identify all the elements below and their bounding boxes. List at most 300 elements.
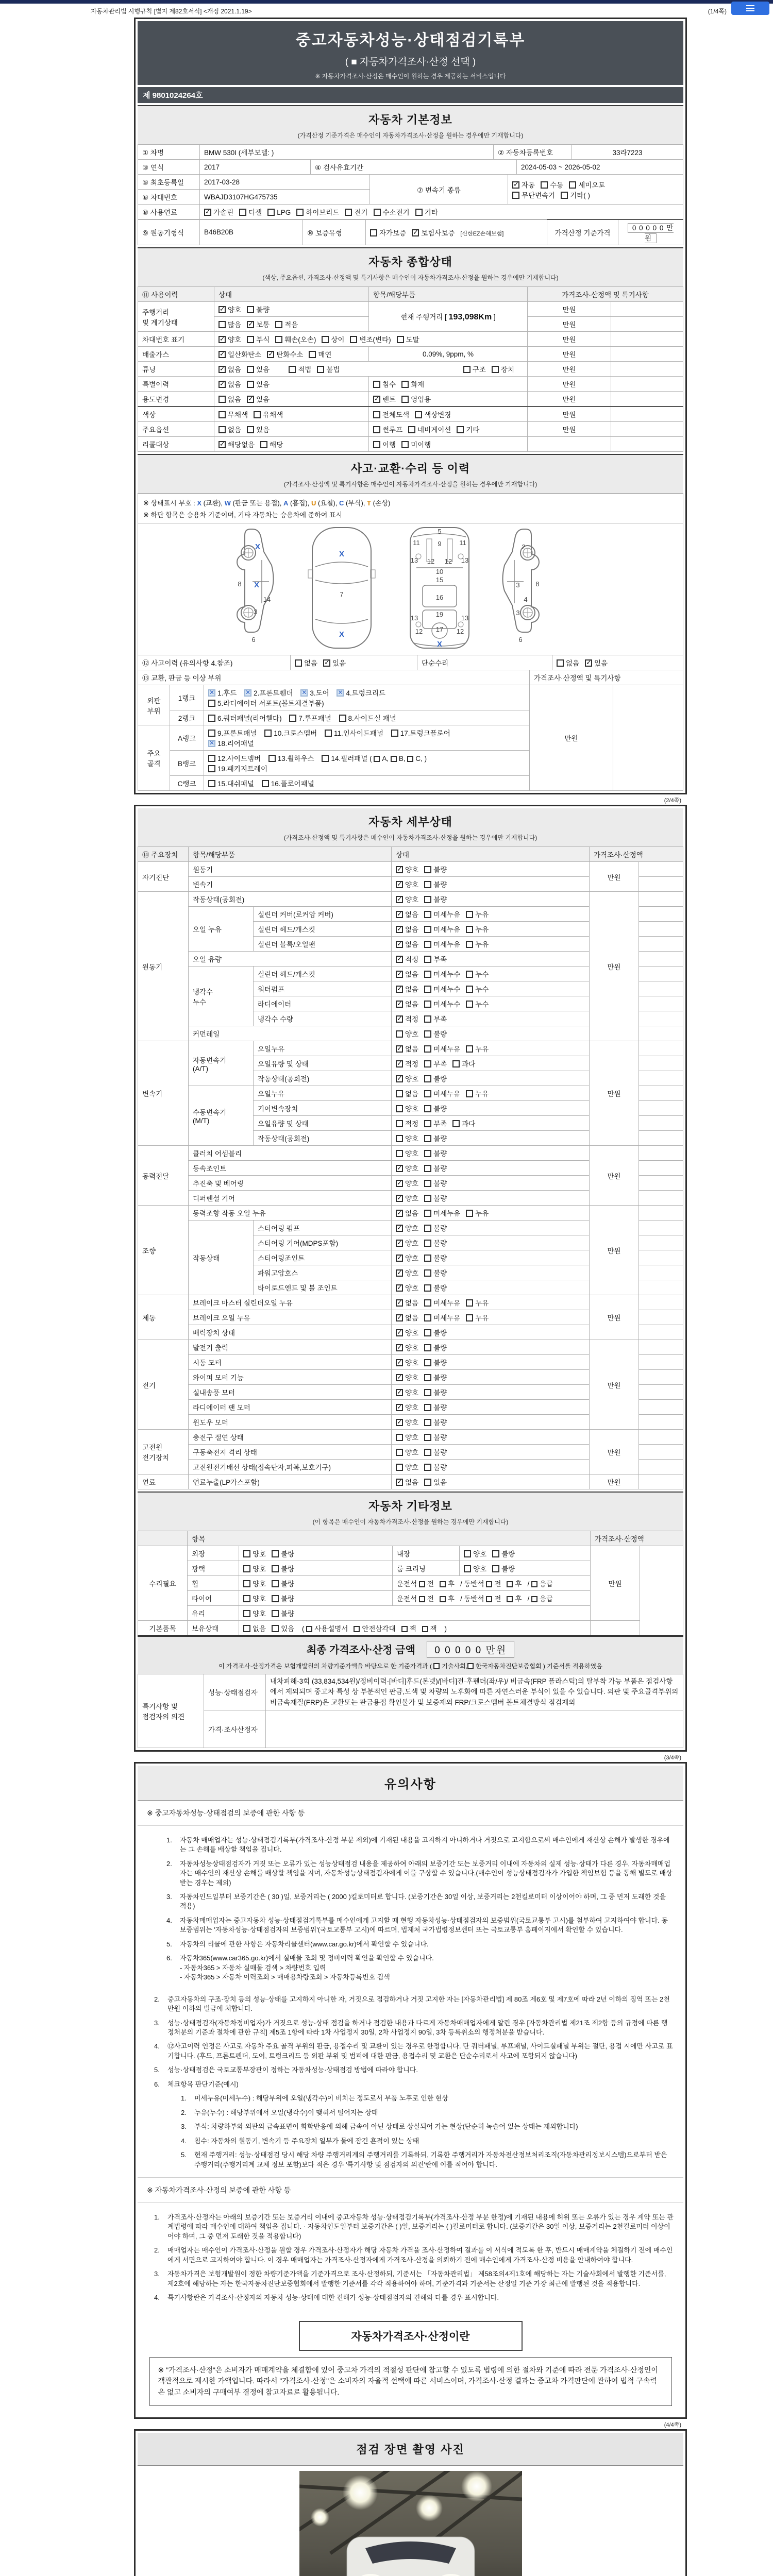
option[interactable]: 전체도색 [373, 409, 409, 419]
option[interactable]: 불량 [424, 1462, 447, 1472]
checkbox[interactable] [424, 956, 431, 963]
option[interactable]: 불량 [424, 1103, 447, 1113]
panel-item[interactable]: 16.플로어패널 [262, 778, 314, 788]
checkbox[interactable] [401, 1626, 408, 1632]
option[interactable]: 미세누수 [424, 969, 460, 979]
checkbox[interactable] [295, 659, 302, 667]
option[interactable]: 적음 [275, 319, 298, 329]
option[interactable]: 많음 [219, 319, 241, 329]
option[interactable]: ✓ 양호 [396, 1372, 418, 1382]
option[interactable]: 기타 [415, 207, 438, 217]
checkbox[interactable] [424, 1015, 431, 1023]
checkbox[interactable] [247, 306, 254, 313]
viewer-badge[interactable] [731, 2, 769, 15]
option[interactable]: ✓ 적정 [396, 954, 418, 964]
option[interactable]: 하이브리드 [296, 207, 339, 217]
checkbox[interactable] [396, 1434, 403, 1441]
checkbox[interactable] [486, 1581, 492, 1587]
option[interactable]: 불량 [424, 1073, 447, 1083]
checkbox-checked[interactable] [396, 941, 403, 948]
checkbox[interactable] [569, 181, 576, 189]
option[interactable]: ✓ 있음 [585, 657, 608, 668]
checkbox-checked[interactable] [396, 1165, 403, 1172]
checkbox[interactable] [391, 730, 398, 737]
option[interactable]: ✓ 양호 [396, 879, 418, 889]
option[interactable]: 미세누유 [424, 1312, 460, 1323]
checkbox[interactable] [424, 1180, 431, 1187]
checkbox[interactable] [243, 1610, 250, 1617]
panel-item[interactable]: 7.루프패널 [289, 713, 331, 723]
option[interactable]: 수소전기 [374, 207, 410, 217]
option[interactable]: 양호 [464, 1548, 486, 1558]
checkbox[interactable] [264, 730, 272, 737]
option[interactable]: 디젤 [239, 207, 262, 217]
checkbox[interactable] [424, 1030, 431, 1038]
option[interactable]: 미세누유 [424, 924, 460, 934]
panel-item[interactable]: 8.사이드실 패널 [339, 713, 396, 723]
checkbox[interactable] [345, 209, 352, 216]
checkbox[interactable] [408, 426, 415, 433]
option[interactable]: 없음 [219, 424, 241, 434]
option[interactable]: 침수 [373, 379, 396, 389]
checkbox[interactable] [507, 1596, 513, 1602]
checkbox-checked[interactable] [396, 1329, 403, 1336]
checkbox[interactable] [452, 1120, 460, 1127]
checkbox[interactable] [492, 366, 499, 373]
checkbox[interactable] [374, 756, 380, 762]
checkbox-checked[interactable] [396, 896, 403, 903]
checkbox[interactable] [208, 755, 215, 762]
option[interactable]: 없음 [396, 1088, 418, 1098]
option[interactable]: 누유 [466, 909, 489, 919]
checkbox[interactable] [401, 381, 409, 388]
checkbox-checked[interactable] [396, 1240, 403, 1247]
checkbox[interactable] [424, 1269, 431, 1277]
checkbox-checked[interactable] [396, 1255, 403, 1262]
option[interactable]: 미세누유 [424, 1043, 460, 1054]
option[interactable]: 불량 [424, 1282, 447, 1293]
checkbox-checked[interactable] [396, 1359, 403, 1366]
checkbox[interactable] [373, 441, 380, 448]
checkbox[interactable] [415, 411, 422, 418]
checkbox[interactable] [243, 1580, 250, 1587]
option[interactable]: 구조 [463, 364, 486, 374]
option[interactable]: 없음 [243, 1623, 266, 1633]
option[interactable]: 미세누유 [424, 1088, 460, 1098]
option[interactable]: 불량 [424, 894, 447, 904]
option[interactable]: 미세누유 [424, 1208, 460, 1218]
option[interactable]: ✓ 적정 [396, 1013, 418, 1024]
option[interactable]: ✓ 없음 [219, 379, 241, 389]
checkbox[interactable] [424, 1344, 431, 1351]
option[interactable]: 양호 [464, 1563, 486, 1573]
option[interactable]: ✓ 양호 [396, 1402, 418, 1412]
option[interactable]: ✓ 양호 [396, 1178, 418, 1188]
checkbox[interactable] [424, 1255, 431, 1262]
checkbox-checked[interactable] [300, 689, 308, 697]
option[interactable]: ✓ 없음 [396, 969, 418, 979]
checkbox[interactable] [391, 756, 397, 762]
option[interactable]: 전 [419, 1578, 434, 1588]
panel-item[interactable]: 17.트렁크플로어 [391, 727, 450, 738]
option[interactable]: 미세누유 [424, 1297, 460, 1308]
checkbox[interactable] [424, 1150, 431, 1157]
option[interactable]: 기타 [457, 424, 479, 434]
checkbox-checked[interactable] [396, 1210, 403, 1217]
checkbox[interactable] [296, 209, 304, 216]
panel-item[interactable]: ✕1.후드 [208, 687, 237, 698]
option[interactable]: 없음 [219, 394, 241, 404]
checkbox-checked[interactable] [396, 1225, 403, 1232]
option[interactable]: 없음 [295, 657, 317, 668]
checkbox[interactable] [208, 780, 215, 787]
checkbox[interactable] [452, 1060, 460, 1067]
checkbox[interactable] [325, 730, 332, 737]
checkbox[interactable] [424, 1060, 431, 1067]
checkbox[interactable] [272, 1550, 279, 1557]
checkbox[interactable] [424, 1359, 431, 1366]
checkbox[interactable] [309, 351, 316, 358]
checkbox-checked[interactable] [219, 441, 226, 448]
checkbox[interactable] [492, 1565, 499, 1572]
option[interactable]: 불량 [424, 1133, 447, 1143]
checkbox[interactable] [272, 1580, 279, 1587]
option[interactable]: 불량 [424, 879, 447, 889]
option[interactable]: 누수 [466, 984, 489, 994]
checkbox[interactable] [466, 926, 473, 933]
panel-item[interactable]: 11.인사이드패널 [325, 727, 383, 738]
option[interactable]: 장치 [492, 364, 514, 374]
option[interactable]: 누유 [466, 939, 489, 949]
option[interactable]: 불량 [424, 1327, 447, 1337]
option[interactable]: 상이 [322, 334, 344, 344]
checkbox[interactable] [243, 1565, 250, 1572]
checkbox[interactable] [424, 1374, 431, 1381]
panel-item[interactable]: 12.사이드멤버 [208, 753, 261, 763]
checkbox[interactable] [208, 700, 215, 707]
option[interactable]: 불량 [424, 1342, 447, 1352]
checkbox[interactable] [219, 411, 226, 418]
checkbox[interactable] [396, 1090, 403, 1097]
option[interactable]: 무단변속기 [512, 190, 555, 200]
checkbox[interactable] [424, 1001, 431, 1008]
option[interactable]: 있음 [424, 1477, 447, 1487]
option[interactable]: 양호 [243, 1593, 266, 1603]
checkbox[interactable] [531, 1581, 537, 1587]
checkbox[interactable] [466, 1001, 473, 1008]
checkbox[interactable] [373, 381, 380, 388]
option[interactable]: 사용설명서 [306, 1623, 348, 1633]
checkbox[interactable] [466, 1045, 473, 1053]
option[interactable]: ✓ 없음 [396, 1297, 418, 1308]
option[interactable]: 불량 [272, 1563, 294, 1573]
checkbox[interactable] [424, 986, 431, 993]
checkbox[interactable] [272, 1565, 279, 1572]
checkbox[interactable] [243, 1595, 250, 1602]
option[interactable]: ✓ 양호 [396, 1193, 418, 1203]
option[interactable]: ✓ 가솔린 [204, 207, 233, 217]
checkbox-checked[interactable] [396, 1374, 403, 1381]
checkbox-checked[interactable] [396, 1284, 403, 1292]
checkbox[interactable] [424, 1329, 431, 1336]
checkbox[interactable] [433, 1663, 440, 1669]
checkbox-checked[interactable] [396, 1075, 403, 1082]
checkbox[interactable] [466, 1090, 473, 1097]
checkbox[interactable] [208, 765, 215, 772]
option[interactable]: 이행 [373, 439, 396, 449]
option[interactable]: 누유 [466, 1208, 489, 1218]
option[interactable]: 자가보증 [370, 227, 406, 238]
option[interactable]: 전 [486, 1593, 501, 1603]
checkbox[interactable] [424, 1284, 431, 1292]
checkbox[interactable] [272, 1625, 279, 1632]
option[interactable]: ✓ 해당없음 [219, 439, 255, 449]
panel-item[interactable]: ✕ 3.도어 [300, 687, 329, 698]
checkbox[interactable] [531, 1596, 537, 1602]
checkbox[interactable] [272, 1595, 279, 1602]
checkbox[interactable] [424, 1165, 431, 1172]
option[interactable]: 불량 [424, 1447, 447, 1457]
checkbox[interactable] [243, 1550, 250, 1557]
option[interactable]: 양호 [396, 1103, 418, 1113]
checkbox[interactable] [424, 941, 431, 948]
option[interactable]: 불량 [424, 1417, 447, 1427]
checkbox-checked[interactable] [204, 209, 211, 216]
option[interactable]: 전 [419, 1593, 434, 1603]
checkbox[interactable] [268, 755, 276, 762]
checkbox-checked[interactable] [396, 1045, 403, 1053]
option[interactable]: 매연 [309, 349, 331, 359]
option[interactable]: ✓ 보험사보증 [412, 227, 455, 238]
option[interactable]: 양호 [396, 1028, 418, 1039]
checkbox[interactable] [260, 441, 267, 448]
option[interactable]: 양호 [396, 1133, 418, 1143]
checkbox[interactable] [466, 1210, 473, 1217]
checkbox[interactable] [467, 1663, 474, 1669]
option[interactable]: ✓ 없음 [396, 998, 418, 1009]
option[interactable]: ✓ 없음 [396, 909, 418, 919]
option[interactable]: 있음 [247, 379, 270, 389]
checkbox[interactable] [396, 1135, 403, 1142]
checkbox[interactable] [322, 336, 329, 343]
checkbox[interactable] [424, 971, 431, 978]
checkbox[interactable] [424, 1225, 431, 1232]
option[interactable]: ✓ 탄화수소 [267, 349, 303, 359]
option[interactable]: 화재 [401, 379, 424, 389]
checkbox[interactable] [466, 911, 473, 918]
checkbox[interactable] [396, 1120, 403, 1127]
checkbox[interactable] [262, 780, 269, 787]
option[interactable]: ✓ 있음 [323, 657, 346, 668]
checkbox[interactable] [424, 1240, 431, 1247]
checkbox[interactable] [350, 336, 357, 343]
panel-item[interactable]: 6.쿼터패널(리어휀다) [208, 713, 282, 723]
checkbox-checked[interactable] [247, 396, 254, 403]
option[interactable]: ✓ 양호 [219, 334, 241, 344]
checkbox[interactable] [370, 229, 377, 236]
option[interactable]: ✓ 양호 [396, 1223, 418, 1233]
option[interactable]: 양호 [243, 1563, 266, 1573]
checkbox-checked[interactable] [247, 321, 254, 328]
checkbox-checked[interactable] [219, 351, 226, 358]
checkbox[interactable] [466, 1299, 473, 1307]
option[interactable]: 전 [486, 1578, 501, 1588]
option[interactable]: ✓ 없음 [396, 939, 418, 949]
checkbox-checked[interactable] [396, 1419, 403, 1426]
checkbox[interactable] [243, 1625, 250, 1632]
checkbox[interactable] [275, 321, 282, 328]
option[interactable]: 부족 [424, 1058, 447, 1069]
option[interactable]: 과다 [452, 1118, 475, 1128]
checkbox[interactable] [424, 1404, 431, 1411]
checkbox[interactable] [401, 396, 409, 403]
option[interactable]: 변조(변타) [350, 334, 391, 344]
checkbox[interactable] [373, 426, 380, 433]
checkbox[interactable] [561, 192, 568, 199]
checkbox-checked[interactable] [323, 659, 330, 667]
option[interactable]: 무채색 [219, 409, 248, 419]
option[interactable]: 불량 [424, 1357, 447, 1367]
checkbox[interactable] [219, 396, 226, 403]
checkbox-checked[interactable] [219, 381, 226, 388]
checkbox-checked[interactable] [396, 986, 403, 993]
option[interactable]: 양호 [396, 1447, 418, 1457]
option[interactable]: 불량 [424, 1267, 447, 1278]
checkbox-checked[interactable] [585, 659, 592, 667]
checkbox[interactable] [424, 1434, 431, 1441]
checkbox[interactable] [239, 209, 246, 216]
checkbox[interactable] [424, 1464, 431, 1471]
option[interactable]: 불량 [492, 1548, 515, 1558]
checkbox[interactable] [419, 1596, 425, 1602]
option[interactable]: 네비게이션 [408, 424, 451, 434]
checkbox-checked[interactable] [396, 971, 403, 978]
panel-item[interactable]: ✕ 2.프론트휀더 [244, 687, 293, 698]
checkbox-checked[interactable] [396, 956, 403, 963]
option[interactable]: 후 [440, 1593, 455, 1603]
option[interactable]: 부족 [424, 954, 447, 964]
checkbox[interactable] [401, 441, 409, 448]
option[interactable]: 미이행 [401, 439, 431, 449]
checkbox[interactable] [424, 1449, 431, 1456]
checkbox[interactable] [424, 1479, 431, 1486]
checkbox[interactable] [373, 411, 380, 418]
checkbox-checked[interactable] [396, 1001, 403, 1008]
checkbox[interactable] [247, 366, 254, 373]
option[interactable]: 안전삼각대 [354, 1623, 395, 1633]
option[interactable]: ✓ 일산화탄소 [219, 349, 261, 359]
checkbox[interactable] [541, 181, 548, 189]
checkbox[interactable] [507, 1581, 513, 1587]
option[interactable]: ✓자동 [512, 179, 535, 190]
checkbox[interactable] [422, 1626, 428, 1632]
option[interactable]: 부족 [424, 1013, 447, 1024]
option[interactable]: 누유 [466, 1297, 489, 1308]
option[interactable]: 누유 [466, 1043, 489, 1054]
checkbox[interactable] [289, 366, 296, 373]
option[interactable]: 불량 [424, 1163, 447, 1173]
option[interactable]: ✓ 양호 [396, 894, 418, 904]
checkbox[interactable] [424, 1419, 431, 1426]
option[interactable]: ✓ 양호 [396, 864, 418, 874]
checkbox-checked[interactable] [396, 1314, 403, 1321]
checkbox[interactable] [254, 411, 261, 418]
checkbox[interactable] [407, 756, 413, 762]
option[interactable]: 잭 [401, 1623, 416, 1633]
checkbox-checked[interactable] [396, 1060, 403, 1067]
option[interactable]: 훼손(오손) [275, 334, 316, 344]
checkbox[interactable] [466, 941, 473, 948]
checkbox-checked[interactable] [396, 866, 403, 873]
panel-item[interactable]: ✕ 4.트렁크리드 [337, 687, 385, 698]
checkbox[interactable] [424, 926, 431, 933]
option[interactable]: 양호 [243, 1548, 266, 1558]
option[interactable]: 양호 [396, 1148, 418, 1158]
option[interactable]: 누유 [466, 1088, 489, 1098]
checkbox-checked[interactable] [396, 1389, 403, 1396]
checkbox[interactable] [415, 209, 423, 216]
option[interactable]: ✓ 없음 [396, 1043, 418, 1054]
checkbox[interactable] [424, 1195, 431, 1202]
option[interactable]: ✓양호 [219, 304, 241, 314]
checkbox[interactable] [397, 336, 404, 343]
checkbox-checked[interactable] [396, 1180, 403, 1187]
option[interactable]: 불량 [424, 1238, 447, 1248]
checkbox[interactable] [374, 209, 381, 216]
option[interactable]: 유채색 [254, 409, 283, 419]
option[interactable]: 불량 [424, 1148, 447, 1158]
checkbox-checked[interactable] [396, 1299, 403, 1307]
checkbox-checked[interactable] [337, 689, 344, 697]
checkbox[interactable] [464, 1565, 471, 1572]
checkbox[interactable] [267, 209, 275, 216]
checkbox-checked[interactable] [219, 306, 226, 313]
option[interactable]: ✓ 없음 [219, 364, 241, 374]
checkbox-checked[interactable] [396, 1344, 403, 1351]
checkbox[interactable] [339, 715, 346, 722]
option[interactable]: 불량 [424, 1223, 447, 1233]
option[interactable]: 불량 [424, 1372, 447, 1382]
checkbox[interactable] [247, 381, 254, 388]
checkbox[interactable] [424, 1120, 431, 1127]
checkbox-checked[interactable] [512, 181, 519, 189]
option[interactable]: 누유 [466, 924, 489, 934]
checkbox-checked[interactable] [219, 336, 226, 343]
checkbox-checked[interactable] [396, 1015, 403, 1023]
panel-item[interactable]: 15.대쉬패널 [208, 778, 254, 788]
checkbox[interactable] [396, 1464, 403, 1471]
option[interactable]: 불량 [424, 1028, 447, 1039]
panel-item[interactable]: 13.휠하우스 [268, 753, 314, 763]
checkbox[interactable] [457, 426, 464, 433]
option[interactable]: ✓ 양호 [396, 1342, 418, 1352]
checkbox-checked[interactable] [373, 396, 380, 403]
checkbox[interactable] [424, 1299, 431, 1307]
checkbox[interactable] [219, 321, 226, 328]
checkbox[interactable] [396, 1030, 403, 1038]
panel-item[interactable]: 19.패키지트레이 [208, 763, 267, 773]
option[interactable]: 해당 [260, 439, 283, 449]
option[interactable]: ✓ 양호 [396, 1282, 418, 1293]
option[interactable]: 불량 [424, 1402, 447, 1412]
checkbox[interactable] [492, 1550, 499, 1557]
option[interactable]: ✓ 없음 [396, 984, 418, 994]
option[interactable]: ✓ 양호 [396, 1357, 418, 1367]
checkbox[interactable] [424, 1314, 431, 1321]
checkbox[interactable] [272, 1610, 279, 1617]
option[interactable]: 불량 [424, 864, 447, 874]
option[interactable]: ✓ 없음 [396, 1208, 418, 1218]
